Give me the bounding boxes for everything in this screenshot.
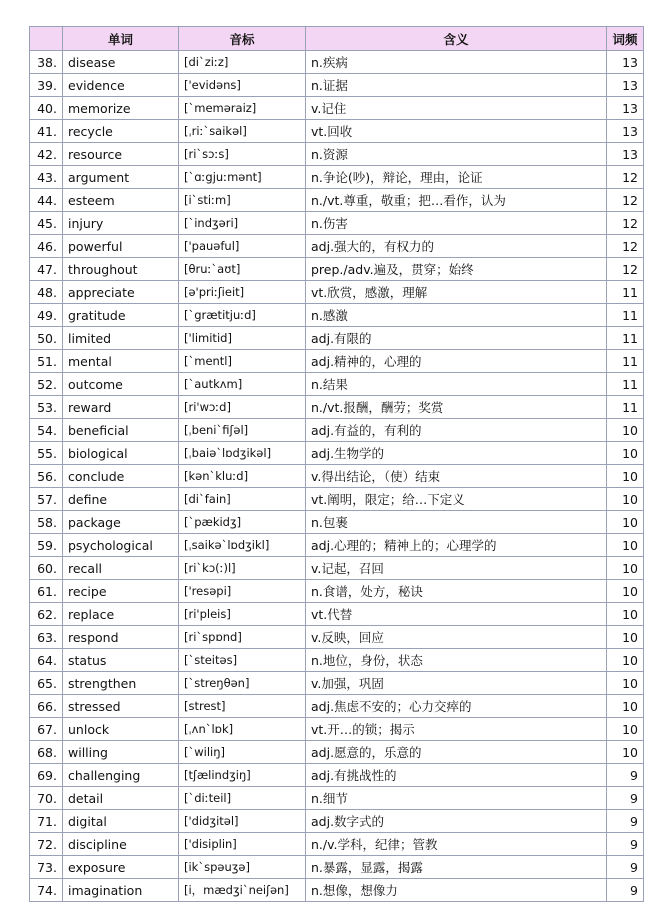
header-phonetic: 音标	[179, 27, 306, 51]
row-frequency: 10	[607, 649, 644, 672]
row-word: challenging	[63, 764, 179, 787]
table-row	[30, 212, 644, 235]
row-number: 71.	[30, 810, 63, 833]
table-row	[30, 327, 644, 350]
row-meaning: v.记住	[306, 97, 607, 120]
table-row	[30, 396, 644, 419]
row-frequency: 11	[607, 281, 644, 304]
row-phonetic: ['didʒitəl]	[179, 810, 306, 833]
table-row	[30, 419, 644, 442]
row-frequency: 9	[607, 879, 644, 902]
row-number: 64.	[30, 649, 63, 672]
row-number: 47.	[30, 258, 63, 281]
row-phonetic: [ˋpækidʒ]	[179, 511, 306, 534]
row-number: 41.	[30, 120, 63, 143]
row-phonetic: [kənˋkluːd]	[179, 465, 306, 488]
row-frequency: 11	[607, 304, 644, 327]
table-row	[30, 166, 644, 189]
row-number: 63.	[30, 626, 63, 649]
row-frequency: 10	[607, 488, 644, 511]
row-meaning: adj.有挑战性的	[306, 764, 607, 787]
header-meaning: 含义	[306, 27, 607, 51]
row-meaning: vt.回收	[306, 120, 607, 143]
row-word: resource	[63, 143, 179, 166]
row-word: discipline	[63, 833, 179, 856]
row-word: stressed	[63, 695, 179, 718]
row-word: mental	[63, 350, 179, 373]
row-meaning: n.感激	[306, 304, 607, 327]
row-phonetic: [diˋfain]	[179, 488, 306, 511]
table-row	[30, 373, 644, 396]
row-phonetic: [ˌsaikəˋlɒdʒikl]	[179, 534, 306, 557]
row-phonetic: [ˌʌnˋlɒk]	[179, 718, 306, 741]
row-frequency: 10	[607, 419, 644, 442]
row-meaning: v.记起，召回	[306, 557, 607, 580]
row-number: 49.	[30, 304, 63, 327]
row-number: 72.	[30, 833, 63, 856]
row-word: reward	[63, 396, 179, 419]
table-row	[30, 833, 644, 856]
row-meaning: v.加强，巩固	[306, 672, 607, 695]
row-frequency: 9	[607, 764, 644, 787]
row-phonetic: [ˋsteitəs]	[179, 649, 306, 672]
row-phonetic: [ˋstreŋθən]	[179, 672, 306, 695]
row-number: 74.	[30, 879, 63, 902]
row-word: psychological	[63, 534, 179, 557]
row-frequency: 11	[607, 350, 644, 373]
row-frequency: 10	[607, 603, 644, 626]
row-frequency: 9	[607, 787, 644, 810]
row-number: 73.	[30, 856, 63, 879]
row-phonetic: [ˋmeməraiz]	[179, 97, 306, 120]
table-row	[30, 603, 644, 626]
row-frequency: 10	[607, 511, 644, 534]
table-row	[30, 281, 644, 304]
row-word: unlock	[63, 718, 179, 741]
table-row	[30, 235, 644, 258]
row-word: biological	[63, 442, 179, 465]
row-word: throughout	[63, 258, 179, 281]
table-row	[30, 741, 644, 764]
row-frequency: 11	[607, 373, 644, 396]
row-phonetic: [i，mædʒiˋneiʃən]	[179, 879, 306, 902]
row-meaning: adj.有限的	[306, 327, 607, 350]
row-number: 45.	[30, 212, 63, 235]
table-row	[30, 856, 644, 879]
row-meaning: adj.焦虑不安的；心力交瘁的	[306, 695, 607, 718]
row-word: beneficial	[63, 419, 179, 442]
row-meaning: adj.数字式的	[306, 810, 607, 833]
row-meaning: v.反映，回应	[306, 626, 607, 649]
row-meaning: n.想像，想像力	[306, 879, 607, 902]
row-number: 68.	[30, 741, 63, 764]
row-number: 53.	[30, 396, 63, 419]
table-row	[30, 488, 644, 511]
row-word: strengthen	[63, 672, 179, 695]
row-phonetic: [θruːˋaʊt]	[179, 258, 306, 281]
table-row	[30, 787, 644, 810]
row-number: 69.	[30, 764, 63, 787]
row-word: argument	[63, 166, 179, 189]
row-meaning: n.证据	[306, 74, 607, 97]
row-number: 67.	[30, 718, 63, 741]
row-word: limited	[63, 327, 179, 350]
table-row	[30, 764, 644, 787]
row-word: recipe	[63, 580, 179, 603]
row-meaning: n.结果	[306, 373, 607, 396]
row-frequency: 12	[607, 166, 644, 189]
row-word: appreciate	[63, 281, 179, 304]
row-number: 40.	[30, 97, 63, 120]
row-phonetic: [ˌbeniˋfiʃəl]	[179, 419, 306, 442]
row-meaning: n.暴露，显露，揭露	[306, 856, 607, 879]
table-row	[30, 626, 644, 649]
row-meaning: vt.开…的锁；揭示	[306, 718, 607, 741]
table-row	[30, 557, 644, 580]
row-frequency: 10	[607, 557, 644, 580]
row-number: 56.	[30, 465, 63, 488]
row-meaning: n.包裹	[306, 511, 607, 534]
row-word: replace	[63, 603, 179, 626]
row-frequency: 13	[607, 143, 644, 166]
row-phonetic: ['pauəful]	[179, 235, 306, 258]
row-number: 52.	[30, 373, 63, 396]
row-word: recycle	[63, 120, 179, 143]
row-frequency: 10	[607, 718, 644, 741]
row-number: 65.	[30, 672, 63, 695]
row-frequency: 10	[607, 465, 644, 488]
row-word: powerful	[63, 235, 179, 258]
row-frequency: 13	[607, 120, 644, 143]
row-frequency: 10	[607, 534, 644, 557]
row-number: 62.	[30, 603, 63, 626]
row-frequency: 13	[607, 97, 644, 120]
row-phonetic: ['evidəns]	[179, 74, 306, 97]
row-word: package	[63, 511, 179, 534]
table-row	[30, 810, 644, 833]
row-number: 61.	[30, 580, 63, 603]
table-row	[30, 465, 644, 488]
row-number: 48.	[30, 281, 63, 304]
row-meaning: n.资源	[306, 143, 607, 166]
row-phonetic: [ˌbaiəˋlɒdʒikəl]	[179, 442, 306, 465]
row-phonetic: [ˋwiliŋ]	[179, 741, 306, 764]
row-word: imagination	[63, 879, 179, 902]
row-phonetic: [tʃælindʒiŋ]	[179, 764, 306, 787]
row-number: 51.	[30, 350, 63, 373]
row-phonetic: [ˋɑːgjuːmənt]	[179, 166, 306, 189]
row-meaning: adj.有益的，有利的	[306, 419, 607, 442]
row-meaning: n.争论(吵)，辩论，理由，论证	[306, 166, 607, 189]
row-frequency: 9	[607, 833, 644, 856]
row-phonetic: ['limitid]	[179, 327, 306, 350]
row-phonetic: [riˋspɒnd]	[179, 626, 306, 649]
table-row	[30, 51, 644, 74]
row-phonetic: [ˌriːˋsaikəl]	[179, 120, 306, 143]
row-number: 57.	[30, 488, 63, 511]
row-meaning: adj.心理的；精神上的；心理学的	[306, 534, 607, 557]
table-row	[30, 258, 644, 281]
row-frequency: 10	[607, 580, 644, 603]
row-word: outcome	[63, 373, 179, 396]
row-word: evidence	[63, 74, 179, 97]
header-frequency: 词频	[607, 27, 644, 51]
row-number: 55.	[30, 442, 63, 465]
row-frequency: 12	[607, 212, 644, 235]
row-word: esteem	[63, 189, 179, 212]
table-row	[30, 649, 644, 672]
row-word: conclude	[63, 465, 179, 488]
row-meaning: n.细节	[306, 787, 607, 810]
row-number: 38.	[30, 51, 63, 74]
row-phonetic: [ikˋspəuʒə]	[179, 856, 306, 879]
table-row	[30, 672, 644, 695]
table-row	[30, 879, 644, 902]
row-meaning: adj.强大的，有权力的	[306, 235, 607, 258]
row-frequency: 12	[607, 189, 644, 212]
row-phonetic: ['disiplin]	[179, 833, 306, 856]
row-phonetic: [ˋdiːteil]	[179, 787, 306, 810]
row-frequency: 13	[607, 51, 644, 74]
row-word: status	[63, 649, 179, 672]
row-frequency: 12	[607, 235, 644, 258]
row-frequency: 10	[607, 672, 644, 695]
table-row	[30, 511, 644, 534]
row-meaning: v.得出结论，（使）结束	[306, 465, 607, 488]
row-phonetic: [iˋstiːm]	[179, 189, 306, 212]
row-word: define	[63, 488, 179, 511]
vocabulary-table	[29, 26, 644, 902]
row-frequency: 10	[607, 442, 644, 465]
row-frequency: 9	[607, 856, 644, 879]
row-phonetic: [ˋgrætitjuːd]	[179, 304, 306, 327]
row-phonetic: [diˋziːz]	[179, 51, 306, 74]
row-number: 70.	[30, 787, 63, 810]
table-row	[30, 189, 644, 212]
header-row	[30, 27, 644, 51]
row-word: detail	[63, 787, 179, 810]
row-phonetic: [ˋmentl]	[179, 350, 306, 373]
row-meaning: n./vt.报酬，酬劳；奖赏	[306, 396, 607, 419]
row-phonetic: [ˋautkʌm]	[179, 373, 306, 396]
table-row	[30, 350, 644, 373]
row-frequency: 12	[607, 258, 644, 281]
row-number: 43.	[30, 166, 63, 189]
row-number: 39.	[30, 74, 63, 97]
row-word: memorize	[63, 97, 179, 120]
row-frequency: 10	[607, 626, 644, 649]
row-phonetic: ['resəpi]	[179, 580, 306, 603]
table-row	[30, 580, 644, 603]
row-frequency: 10	[607, 741, 644, 764]
row-phonetic: [riˋsɔːs]	[179, 143, 306, 166]
row-word: gratitude	[63, 304, 179, 327]
row-number: 50.	[30, 327, 63, 350]
table-row	[30, 74, 644, 97]
row-frequency: 10	[607, 695, 644, 718]
row-phonetic: [ˋindʒəri]	[179, 212, 306, 235]
row-frequency: 13	[607, 74, 644, 97]
row-word: respond	[63, 626, 179, 649]
row-meaning: n.食谱，处方，秘诀	[306, 580, 607, 603]
row-meaning: prep./adv.遍及，贯穿；始终	[306, 258, 607, 281]
header-word: 单词	[63, 27, 179, 51]
row-frequency: 11	[607, 327, 644, 350]
row-phonetic: [ri'pleis]	[179, 603, 306, 626]
row-phonetic: [ri'wɔːd]	[179, 396, 306, 419]
table-row	[30, 718, 644, 741]
row-meaning: n.地位，身份，状态	[306, 649, 607, 672]
row-word: digital	[63, 810, 179, 833]
row-phonetic: [ə'priːʃieit]	[179, 281, 306, 304]
row-meaning: vt.代替	[306, 603, 607, 626]
row-meaning: n.伤害	[306, 212, 607, 235]
row-number: 44.	[30, 189, 63, 212]
row-word: disease	[63, 51, 179, 74]
row-meaning: vt.欣赏，感激，理解	[306, 281, 607, 304]
row-number: 46.	[30, 235, 63, 258]
row-number: 58.	[30, 511, 63, 534]
row-phonetic: [strest]	[179, 695, 306, 718]
row-number: 59.	[30, 534, 63, 557]
row-word: injury	[63, 212, 179, 235]
row-phonetic: [riˋkɔ(ː)l]	[179, 557, 306, 580]
row-number: 60.	[30, 557, 63, 580]
row-meaning: n.疾病	[306, 51, 607, 74]
row-meaning: adj.愿意的，乐意的	[306, 741, 607, 764]
row-number: 66.	[30, 695, 63, 718]
table-row	[30, 695, 644, 718]
table-row	[30, 120, 644, 143]
row-frequency: 11	[607, 396, 644, 419]
row-number: 42.	[30, 143, 63, 166]
row-word: exposure	[63, 856, 179, 879]
row-meaning: vt.阐明，限定；给…下定义	[306, 488, 607, 511]
row-number: 54.	[30, 419, 63, 442]
table-row	[30, 304, 644, 327]
table-row	[30, 97, 644, 120]
row-meaning: n./v.学科，纪律；管教	[306, 833, 607, 856]
row-meaning: adj.生物学的	[306, 442, 607, 465]
row-word: willing	[63, 741, 179, 764]
table-row	[30, 442, 644, 465]
row-word: recall	[63, 557, 179, 580]
table-row	[30, 534, 644, 557]
row-frequency: 9	[607, 810, 644, 833]
table-row	[30, 143, 644, 166]
header-number	[30, 27, 63, 51]
row-meaning: n./vt.尊重，敬重；把…看作，认为	[306, 189, 607, 212]
row-meaning: adj.精神的，心理的	[306, 350, 607, 373]
